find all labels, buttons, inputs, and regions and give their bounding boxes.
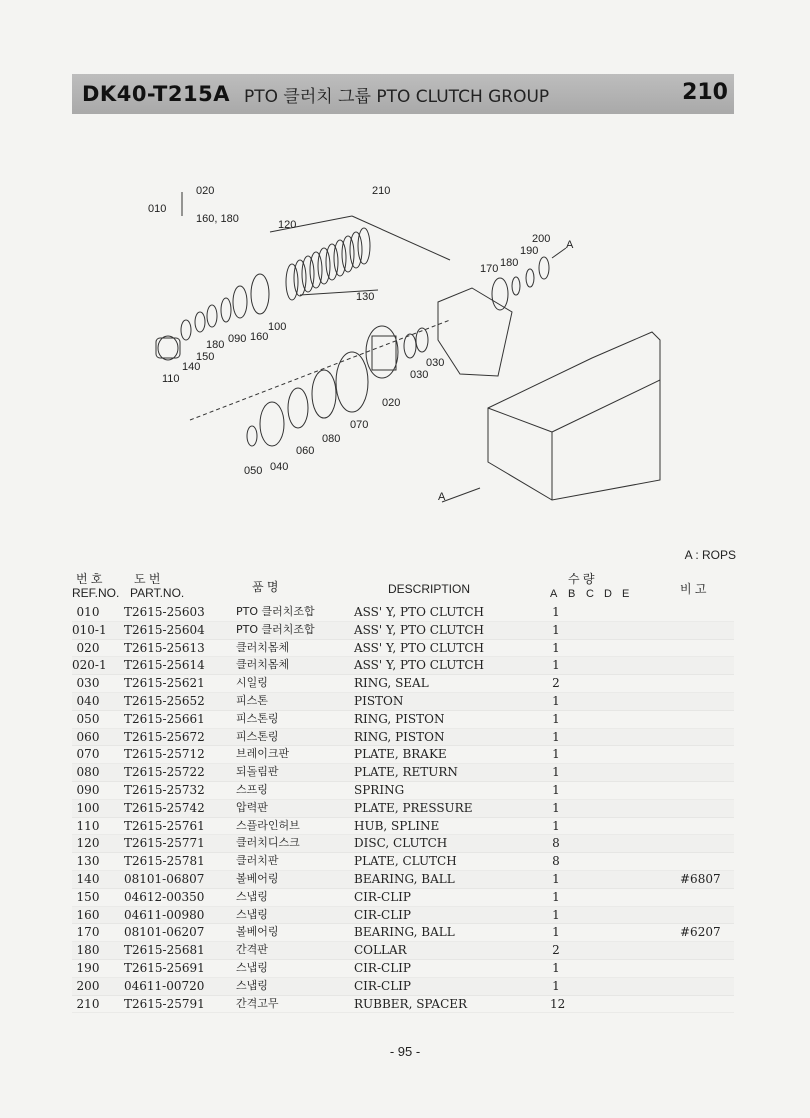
label-a-upper: A xyxy=(566,239,574,251)
remarks-cell: #6807 xyxy=(680,871,721,886)
table-row xyxy=(72,924,734,942)
korean-name-cell: 스냅링 xyxy=(236,889,268,903)
part-number-cell: T2615-25614 xyxy=(124,658,205,673)
description-cell: CIR-CLIP xyxy=(354,889,411,904)
header-description: DESCRIPTION xyxy=(388,582,471,596)
korean-name-cell: 피스톤 xyxy=(236,693,268,707)
korean-name-cell: 클러치몸체 xyxy=(236,658,290,672)
header-qty-ko: 수 량 xyxy=(568,572,595,586)
description-cell: BEARING, BALL xyxy=(354,925,455,940)
ref-cell: 020-1 xyxy=(72,658,107,673)
korean-name-cell: 간격고무 xyxy=(236,996,279,1010)
description-cell: CIR-CLIP xyxy=(354,907,411,922)
part-number-cell: T2615-25621 xyxy=(124,676,205,691)
korean-name-cell: 브레이크판 xyxy=(236,747,290,761)
label-110: 110 xyxy=(162,373,180,385)
ref-cell: 200 xyxy=(76,978,100,993)
description-cell: PLATE, CLUTCH xyxy=(354,854,457,869)
remarks-cell: #6207 xyxy=(680,925,721,940)
table-row xyxy=(72,818,734,836)
quantity-cell: 1 xyxy=(552,605,560,619)
korean-name-cell: 피스톤링 xyxy=(236,729,279,743)
label-100: 100 xyxy=(268,321,287,333)
header-part-ko: 도 번 xyxy=(134,572,161,586)
part-number-cell: T2615-25681 xyxy=(124,943,205,958)
ref-cell: 180 xyxy=(76,943,100,958)
korean-name-cell: 스냅링 xyxy=(236,907,268,921)
quantity-cell: 1 xyxy=(552,640,560,655)
part-number-cell: T2615-25604 xyxy=(124,622,205,637)
description-cell: COLLAR xyxy=(354,943,407,958)
description-cell: RING, PISTON xyxy=(354,711,445,726)
description-cell: ASS' Y, PTO CLUTCH xyxy=(354,658,485,673)
label-120: 120 xyxy=(278,219,297,231)
part-number-cell: T2615-25672 xyxy=(124,729,205,744)
ref-cell: 010 xyxy=(76,605,100,619)
ref-cell: 060 xyxy=(76,729,100,744)
table-row xyxy=(72,889,734,907)
description-cell: RUBBER, SPACER xyxy=(354,996,468,1011)
header-name-ko: 품 명 xyxy=(252,580,279,594)
description-cell: RING, PISTON xyxy=(354,729,445,744)
ref-cell: 160 xyxy=(76,907,100,922)
part-number-cell: 08101-06207 xyxy=(124,925,205,940)
ref-cell: 210 xyxy=(76,996,100,1011)
ref-cell: 040 xyxy=(76,693,100,708)
part-number-cell: T2615-25691 xyxy=(124,960,205,975)
korean-name-cell: 스프링 xyxy=(236,782,268,796)
ref-cell: 140 xyxy=(76,871,100,886)
description-cell: PLATE, BRAKE xyxy=(354,747,447,762)
label-070: 070 xyxy=(350,419,369,431)
table-row xyxy=(72,604,734,622)
label-090: 090 xyxy=(228,333,247,345)
label-020: 020 xyxy=(196,185,215,197)
table-row xyxy=(72,978,734,996)
korean-name-cell: 스냅링 xyxy=(236,960,268,974)
part-number-cell: T2615-25732 xyxy=(124,782,205,797)
quantity-cell: 2 xyxy=(552,943,560,958)
label-010: 010 xyxy=(148,203,167,215)
ref-cell: 110 xyxy=(76,818,100,833)
table-row xyxy=(72,711,734,729)
part-number-cell: T2615-25781 xyxy=(124,854,205,869)
korean-name-cell: 되돌림판 xyxy=(236,765,279,779)
ref-cell: 130 xyxy=(76,854,100,869)
quantity-cell: 1 xyxy=(552,800,560,815)
label-190: 190 xyxy=(520,245,539,257)
part-number-cell: T2615-25652 xyxy=(124,693,205,708)
korean-name-cell: PTO 클러치조합 xyxy=(236,622,315,636)
description-cell: HUB, SPLINE xyxy=(354,818,440,833)
quantity-cell: 1 xyxy=(552,782,560,797)
table-row xyxy=(72,640,734,658)
label-130: 130 xyxy=(356,291,375,303)
korean-name-cell: 간격판 xyxy=(236,943,268,957)
korean-name-cell: 피스톤링 xyxy=(236,711,279,725)
part-number-cell: T2615-25742 xyxy=(124,800,205,815)
parts-table xyxy=(72,604,734,1013)
quantity-cell: 1 xyxy=(552,818,560,833)
model-code: DK40-T215A xyxy=(82,82,230,106)
quantity-cell: 1 xyxy=(552,693,560,708)
description-cell: CIR-CLIP xyxy=(354,960,411,975)
ref-cell: 120 xyxy=(76,836,100,851)
korean-name-cell: 시일링 xyxy=(236,676,268,690)
quantity-cell: 8 xyxy=(552,854,560,869)
ref-cell: 050 xyxy=(76,711,100,726)
ref-cell: 100 xyxy=(76,800,100,815)
part-number-cell: 08101-06807 xyxy=(124,871,205,886)
ref-cell: 190 xyxy=(76,960,100,975)
table-row xyxy=(72,764,734,782)
rops-note: A : ROPS xyxy=(684,548,736,562)
description-cell: ASS' Y, PTO CLUTCH xyxy=(354,622,485,637)
table-row xyxy=(72,960,734,978)
quantity-cell: 2 xyxy=(552,676,560,691)
label-080: 080 xyxy=(322,433,341,445)
korean-name-cell: PTO 클러치조합 xyxy=(236,605,315,618)
description-cell: BEARING, BALL xyxy=(354,871,455,886)
quantity-cell: 1 xyxy=(552,925,560,940)
korean-name-cell: 볼베어링 xyxy=(236,871,279,885)
quantity-cell: 8 xyxy=(552,836,560,851)
table-row xyxy=(72,907,734,925)
korean-name-cell: 스냅링 xyxy=(236,978,268,992)
korean-name-cell: 볼베어링 xyxy=(236,925,279,939)
clutch-disc-stack xyxy=(286,228,370,300)
description-cell: ASS' Y, PTO CLUTCH xyxy=(354,605,485,619)
diagram-labels xyxy=(148,185,574,503)
table-row xyxy=(72,746,734,764)
table-row xyxy=(72,729,734,747)
description-cell: ASS' Y, PTO CLUTCH xyxy=(354,640,485,655)
part-number-cell: T2615-25722 xyxy=(124,765,205,780)
part-number-cell: T2615-25661 xyxy=(124,711,205,726)
header-ref-ko: 번 호 xyxy=(76,572,103,586)
label-200: 200 xyxy=(532,233,551,245)
quantity-cell: 1 xyxy=(552,711,560,726)
part-number-cell: 04611-00980 xyxy=(124,907,205,922)
group-title: PTO 클러치 그룹 PTO CLUTCH GROUP xyxy=(243,86,550,107)
table-header: 번 호 REF.NO. 도 번 PART.NO. 품 명 DESCRIPTION 수 량 A B C D E 비 고 xyxy=(72,572,707,600)
part-number-cell: T2615-25613 xyxy=(124,640,205,655)
header-part-en: PART.NO. xyxy=(130,586,185,600)
header-ref-en: REF.NO. xyxy=(72,586,120,600)
label-a-lower: A xyxy=(438,491,446,503)
description-cell: DISC, CLUTCH xyxy=(354,836,448,851)
label-170: 170 xyxy=(480,263,499,275)
page-number: - 95 - xyxy=(389,1044,421,1059)
korean-name-cell: 스플라인허브 xyxy=(236,818,300,832)
label-150: 150 xyxy=(196,351,215,363)
part-number-cell: T2615-25771 xyxy=(124,836,205,851)
quantity-cell: 1 xyxy=(552,978,560,993)
quantity-cell: 1 xyxy=(552,871,560,886)
quantity-cell: 12 xyxy=(550,996,566,1011)
part-number-cell: T2615-25712 xyxy=(124,747,205,762)
quantity-cell: 1 xyxy=(552,658,560,673)
part-number-cell: 04612-00350 xyxy=(124,889,205,904)
ref-cell: 030 xyxy=(76,676,100,691)
ref-cell: 170 xyxy=(76,925,100,940)
label-180: 180 xyxy=(500,257,519,269)
part-number-cell: T2615-25603 xyxy=(124,605,205,619)
part-number-cell: T2615-25791 xyxy=(124,996,205,1011)
label-160: 160 xyxy=(250,331,269,343)
table-row xyxy=(72,835,734,853)
table-row xyxy=(72,657,734,675)
label-030: 030 xyxy=(426,357,445,369)
ref-cell: 020 xyxy=(76,640,100,655)
table-row xyxy=(72,622,734,640)
quantity-cell: 1 xyxy=(552,622,560,637)
table-row xyxy=(72,693,734,711)
exploded-parts-diagram xyxy=(120,170,680,530)
table-row xyxy=(72,675,734,693)
label-210: 210 xyxy=(372,185,391,197)
table-row xyxy=(72,996,734,1014)
quantity-cell: 1 xyxy=(552,765,560,780)
ref-cell: 090 xyxy=(76,782,100,797)
label-020-lower: 020 xyxy=(382,397,401,409)
description-cell: PLATE, RETURN xyxy=(354,765,458,780)
korean-name-cell: 클러치몸체 xyxy=(236,640,290,654)
table-row xyxy=(72,942,734,960)
ref-cell: 080 xyxy=(76,765,100,780)
part-number-cell: 04611-00720 xyxy=(124,978,205,993)
description-cell: CIR-CLIP xyxy=(354,978,411,993)
korean-name-cell: 클러치판 xyxy=(236,854,279,868)
quantity-cell: 1 xyxy=(552,907,560,922)
label-050: 050 xyxy=(244,465,263,477)
ref-cell: 070 xyxy=(76,747,100,762)
table-row xyxy=(72,871,734,889)
table-row xyxy=(72,800,734,818)
label-160-180: 160, 180 xyxy=(196,213,239,225)
table-row xyxy=(72,853,734,871)
quantity-cell: 1 xyxy=(552,889,560,904)
header-remarks-ko: 비 고 xyxy=(680,582,707,596)
description-cell: PISTON xyxy=(354,693,404,708)
ref-cell: 150 xyxy=(76,889,100,904)
quantity-cell: 1 xyxy=(552,960,560,975)
label-140: 140 xyxy=(182,361,201,373)
ref-cell: 010-1 xyxy=(72,622,107,637)
description-cell: RING, SEAL xyxy=(354,676,429,691)
table-row xyxy=(72,782,734,800)
quantity-cell: 1 xyxy=(552,729,560,744)
korean-name-cell: 압력판 xyxy=(236,800,268,814)
page-header xyxy=(72,74,734,114)
description-cell: SPRING xyxy=(354,782,405,797)
label-060: 060 xyxy=(296,445,315,457)
quantity-cell: 1 xyxy=(552,747,560,762)
description-cell: PLATE, PRESSURE xyxy=(354,800,473,815)
label-180-left: 180 xyxy=(206,339,225,351)
label-040: 040 xyxy=(270,461,289,473)
label-030-b: 030 xyxy=(410,369,429,381)
page-code: 210 xyxy=(682,80,728,105)
part-number-cell: T2615-25761 xyxy=(124,818,205,833)
korean-name-cell: 클러치디스크 xyxy=(236,836,300,850)
